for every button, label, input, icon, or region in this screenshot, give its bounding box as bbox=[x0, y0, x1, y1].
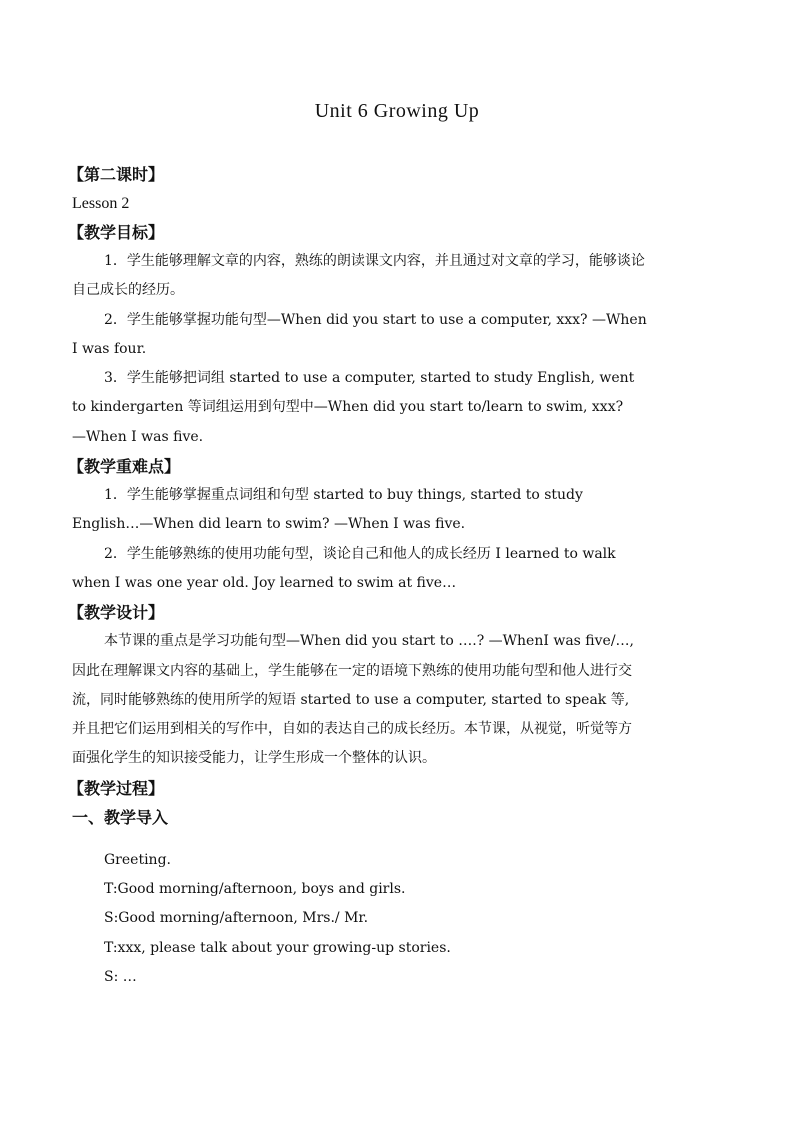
document-body bbox=[68, 160, 722, 992]
dialog-line: T:xxx, please talk about your growing-up stories. bbox=[104, 939, 451, 956]
objective-1-line-1: 1．学生能够理解文章的内容，熟练的朗读课文内容，并且通过对文章的学习，能够谈论 bbox=[104, 253, 645, 269]
dialog-line: Greeting. bbox=[104, 851, 171, 868]
objective-1-line-2: 自己成长的经历。 bbox=[72, 282, 184, 299]
objective-3-line-2: to kindergarten 等词组运用到句型中—When did you start to/learn to swim, xxx? bbox=[72, 399, 624, 416]
dialog-line: S:Good morning/afternoon, Mrs./ Mr. bbox=[104, 910, 369, 927]
objective-2-line-2: I was four. bbox=[72, 340, 147, 357]
dialog-line: S: … bbox=[104, 968, 137, 985]
objectives-heading: 【教学目标】 bbox=[68, 223, 165, 242]
document-title: Unit 6 Growing Up bbox=[314, 100, 480, 122]
objective-2-line-1: 2．学生能够掌握功能句型—When did you start to use a computer, xxx? —When bbox=[104, 311, 647, 328]
key-point-1-line-2: English…—When did learn to swim? —When I was five. bbox=[72, 516, 466, 533]
key-point-item-1 bbox=[72, 481, 722, 540]
key-point-item-2 bbox=[72, 540, 722, 599]
design-line-2: 因此在理解课文内容的基础上，学生能够在一定的语境下熟练的使用功能句型和他人进行交 bbox=[72, 662, 632, 679]
period-heading: 【第二课时】 bbox=[68, 165, 165, 184]
lesson-label: Lesson 2 bbox=[72, 195, 130, 212]
process-heading: 【教学过程】 bbox=[68, 778, 165, 798]
objective-3-line-3: —When I was five. bbox=[72, 428, 204, 445]
design-line-4: 并且把它们运用到相关的写作中，自如的表达自己的成长经历。本节课，从视觉，听觉等方 bbox=[72, 721, 632, 738]
design-paragraph bbox=[72, 627, 722, 773]
objective-item-3 bbox=[72, 364, 722, 452]
objective-3-line-1: 3．学生能够把词组 started to use a computer, started to study English, went bbox=[104, 370, 635, 387]
section-1-heading: 一、教学导入 bbox=[72, 807, 169, 827]
dialog-line: T:Good morning/afternoon, boys and girls. bbox=[104, 881, 406, 898]
design-heading: 【教学设计】 bbox=[68, 603, 165, 623]
objective-item-2 bbox=[72, 306, 722, 365]
greeting-dialog bbox=[72, 846, 722, 992]
key-point-2-line-1: 2．学生能够熟练的使用功能句型，谈论自己和他人的成长经历 I learned to walk bbox=[104, 545, 616, 562]
design-line-1: 本节课的重点是学习功能句型—When did you start to ….? —WhenI was five/…, bbox=[104, 633, 635, 650]
design-line-5: 面强化学生的知识接受能力，让学生形成一个整体的认识。 bbox=[72, 750, 436, 767]
design-line-3: 流，同时能够熟练的使用所学的短语 started to use a computer, started to speak 等, bbox=[72, 691, 630, 708]
key-point-2-line-2: when I was one year old. Joy learned to swim at five… bbox=[72, 574, 457, 591]
objective-item-1 bbox=[72, 247, 722, 306]
key-points-heading: 【教学重难点】 bbox=[68, 457, 181, 477]
key-point-1-line-1: 1．学生能够掌握重点词组和句型 started to buy things, started to study bbox=[104, 487, 583, 504]
